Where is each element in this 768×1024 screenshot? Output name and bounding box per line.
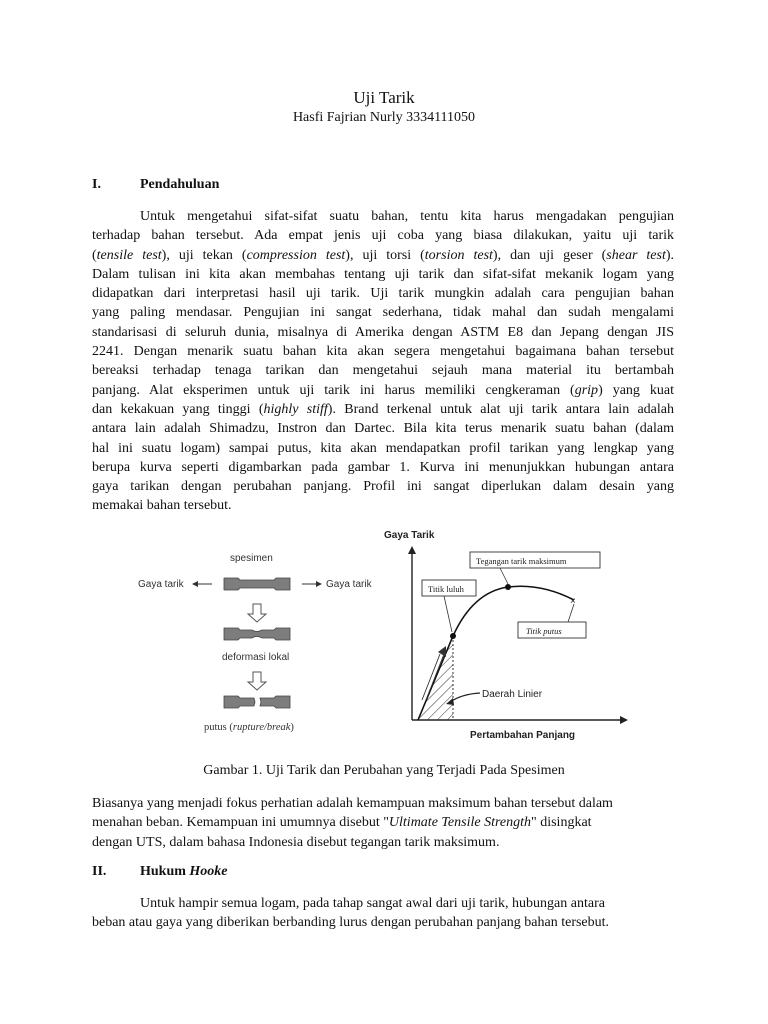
section-number: II. (92, 864, 107, 879)
text-line: menahan beban. Kemampuan ini umumnya disebut "Ultimate Tensile Strength" disingkat (92, 815, 592, 831)
y-axis-label: Gaya Tarik (384, 530, 435, 541)
label-titik-putus: Titik putus (526, 626, 562, 636)
point-titik-putus: × (570, 596, 576, 607)
label-gaya-tarik-right: Gaya tarik (326, 579, 372, 590)
label-tegangan-tarik-maksimum: Tegangan tarik maksimum (476, 556, 567, 566)
text-line: Dalam tulisan ini kita akan membahas tentang uji tarik dan sifat-sifat mekanik logam yang (92, 266, 674, 282)
figure-1 (128, 524, 640, 750)
text-line: Untuk mengetahui sifat-sifat suatu bahan, tentu kita harus mengadakan pengujian (140, 209, 674, 224)
arrow-down-icon (248, 672, 266, 690)
text-line: dan kekakuan yang tinggi (highly stiff). Brand terkenal untuk alat uji tarik antara lain adalah (92, 401, 674, 417)
arrow-right-icon (302, 581, 322, 587)
figure-caption: Gambar 1. Uji Tarik dan Perubahan yang Terjadi Pada Spesimen (203, 763, 565, 778)
specimen-necking (224, 628, 290, 640)
point-titik-luluh (450, 633, 456, 639)
label-spesimen: spesimen (230, 553, 273, 564)
text-line: dengan UTS, dalam bahasa Indonesia disebut tegangan tarik maksimum. (92, 834, 500, 850)
section-heading-1 (92, 177, 219, 193)
section-title: Pendahuluan (140, 177, 220, 192)
text-line: beban atau gaya yang diberikan berbanding lurus dengan perubahan panjang bahan tersebut. (92, 915, 610, 931)
text-line: Biasanya yang menjadi fokus perhatian adalah kemampuan maksimum bahan tersebut dalam (92, 796, 613, 811)
label-gaya-tarik-left: Gaya tarik (138, 579, 184, 590)
arrow-down-icon (248, 604, 266, 622)
label-putus: putus (rupture/break) (204, 722, 294, 733)
section-number: I. (92, 177, 101, 192)
text-line: yang paling mendasar. Pengujian ini sangat sederhana, tidak mahal dan sudah mengalami (92, 305, 674, 321)
text-line: 2241. Dengan menarik suatu bahan kita akan segera mengetahui bagaimana bahan tersebut (92, 344, 674, 360)
stress-strain-chart (384, 530, 628, 741)
point-tegangan-maksimum (505, 584, 511, 590)
document-title: Uji Tarik (353, 88, 415, 107)
label-daerah-linier: Daerah Linier (482, 689, 543, 700)
arrow-left-icon (192, 581, 212, 587)
y-axis-arrow-icon (408, 546, 416, 554)
text-line: didapatkan dari interpretasi hasil uji tarik. Uji tarik mungkin adalah cara pengujian bahan (92, 286, 674, 302)
text-line: hal ini suatu logam) sampai putus, kita akan mendapatkan profil tarikan yang lengkap yang (92, 440, 674, 456)
section-2-paragraph (92, 894, 692, 933)
text-line: (tensile test), uji tekan (compression test), uji torsi (torsion test), dan uji geser (shear test). (92, 247, 675, 263)
x-axis-arrow-icon (620, 716, 628, 724)
text-line: Untuk hampir semua logam, pada tahap sangat awal dari uji tarik, hubungan antara (140, 896, 605, 911)
text-line: panjang. Alat eksperimen untuk uji tarik ini harus memiliki cengkeraman (grip) yang kuat (92, 382, 674, 398)
text-line: bereaksi terhadap tenaga tarikan dan mengetahui sejauh mana material itu bertambah (92, 363, 674, 379)
text-line: memakai bahan tersebut. (92, 498, 232, 514)
text-line: gaya tarikan dengan perubahan panjang. Profil ini sangat diperlukan dalam desain yang (92, 479, 674, 495)
document-author: Hasfi Fajrian Nurly 3334111050 (292, 110, 476, 125)
text-line: berupa kurva seperti digambarkan pada gambar 1. Kurva ini menunjukkan hubungan antara (92, 459, 674, 475)
text-line: antara lain adalah Shimadzu, Instron dan Dartec. Bila kita terus menarik suatu bahan (dalam (92, 421, 674, 437)
label-deformasi-lokal: deformasi lokal (222, 652, 290, 663)
specimen-intact (224, 578, 290, 590)
text-line: standarisasi di seluruh dunia, misalnya di Amerika dengan ASTM E8 dan Jepang dengan JIS (92, 324, 674, 340)
x-axis-label: Pertambahan Panjang (470, 730, 576, 741)
section-1-paragraph-2 (92, 794, 674, 852)
section-heading-2 (92, 864, 228, 880)
section-1-paragraph (92, 207, 674, 516)
specimen-broken (224, 696, 290, 708)
text-line: terhadap bahan tersebut. Ada empat jenis uji coba yang biasa dilakukan, yaitu uji tarik (92, 228, 674, 244)
label-titik-luluh: Titik luluh (428, 584, 464, 594)
section-title-italic: Hooke (189, 864, 228, 879)
section-title: Hukum (140, 864, 186, 879)
